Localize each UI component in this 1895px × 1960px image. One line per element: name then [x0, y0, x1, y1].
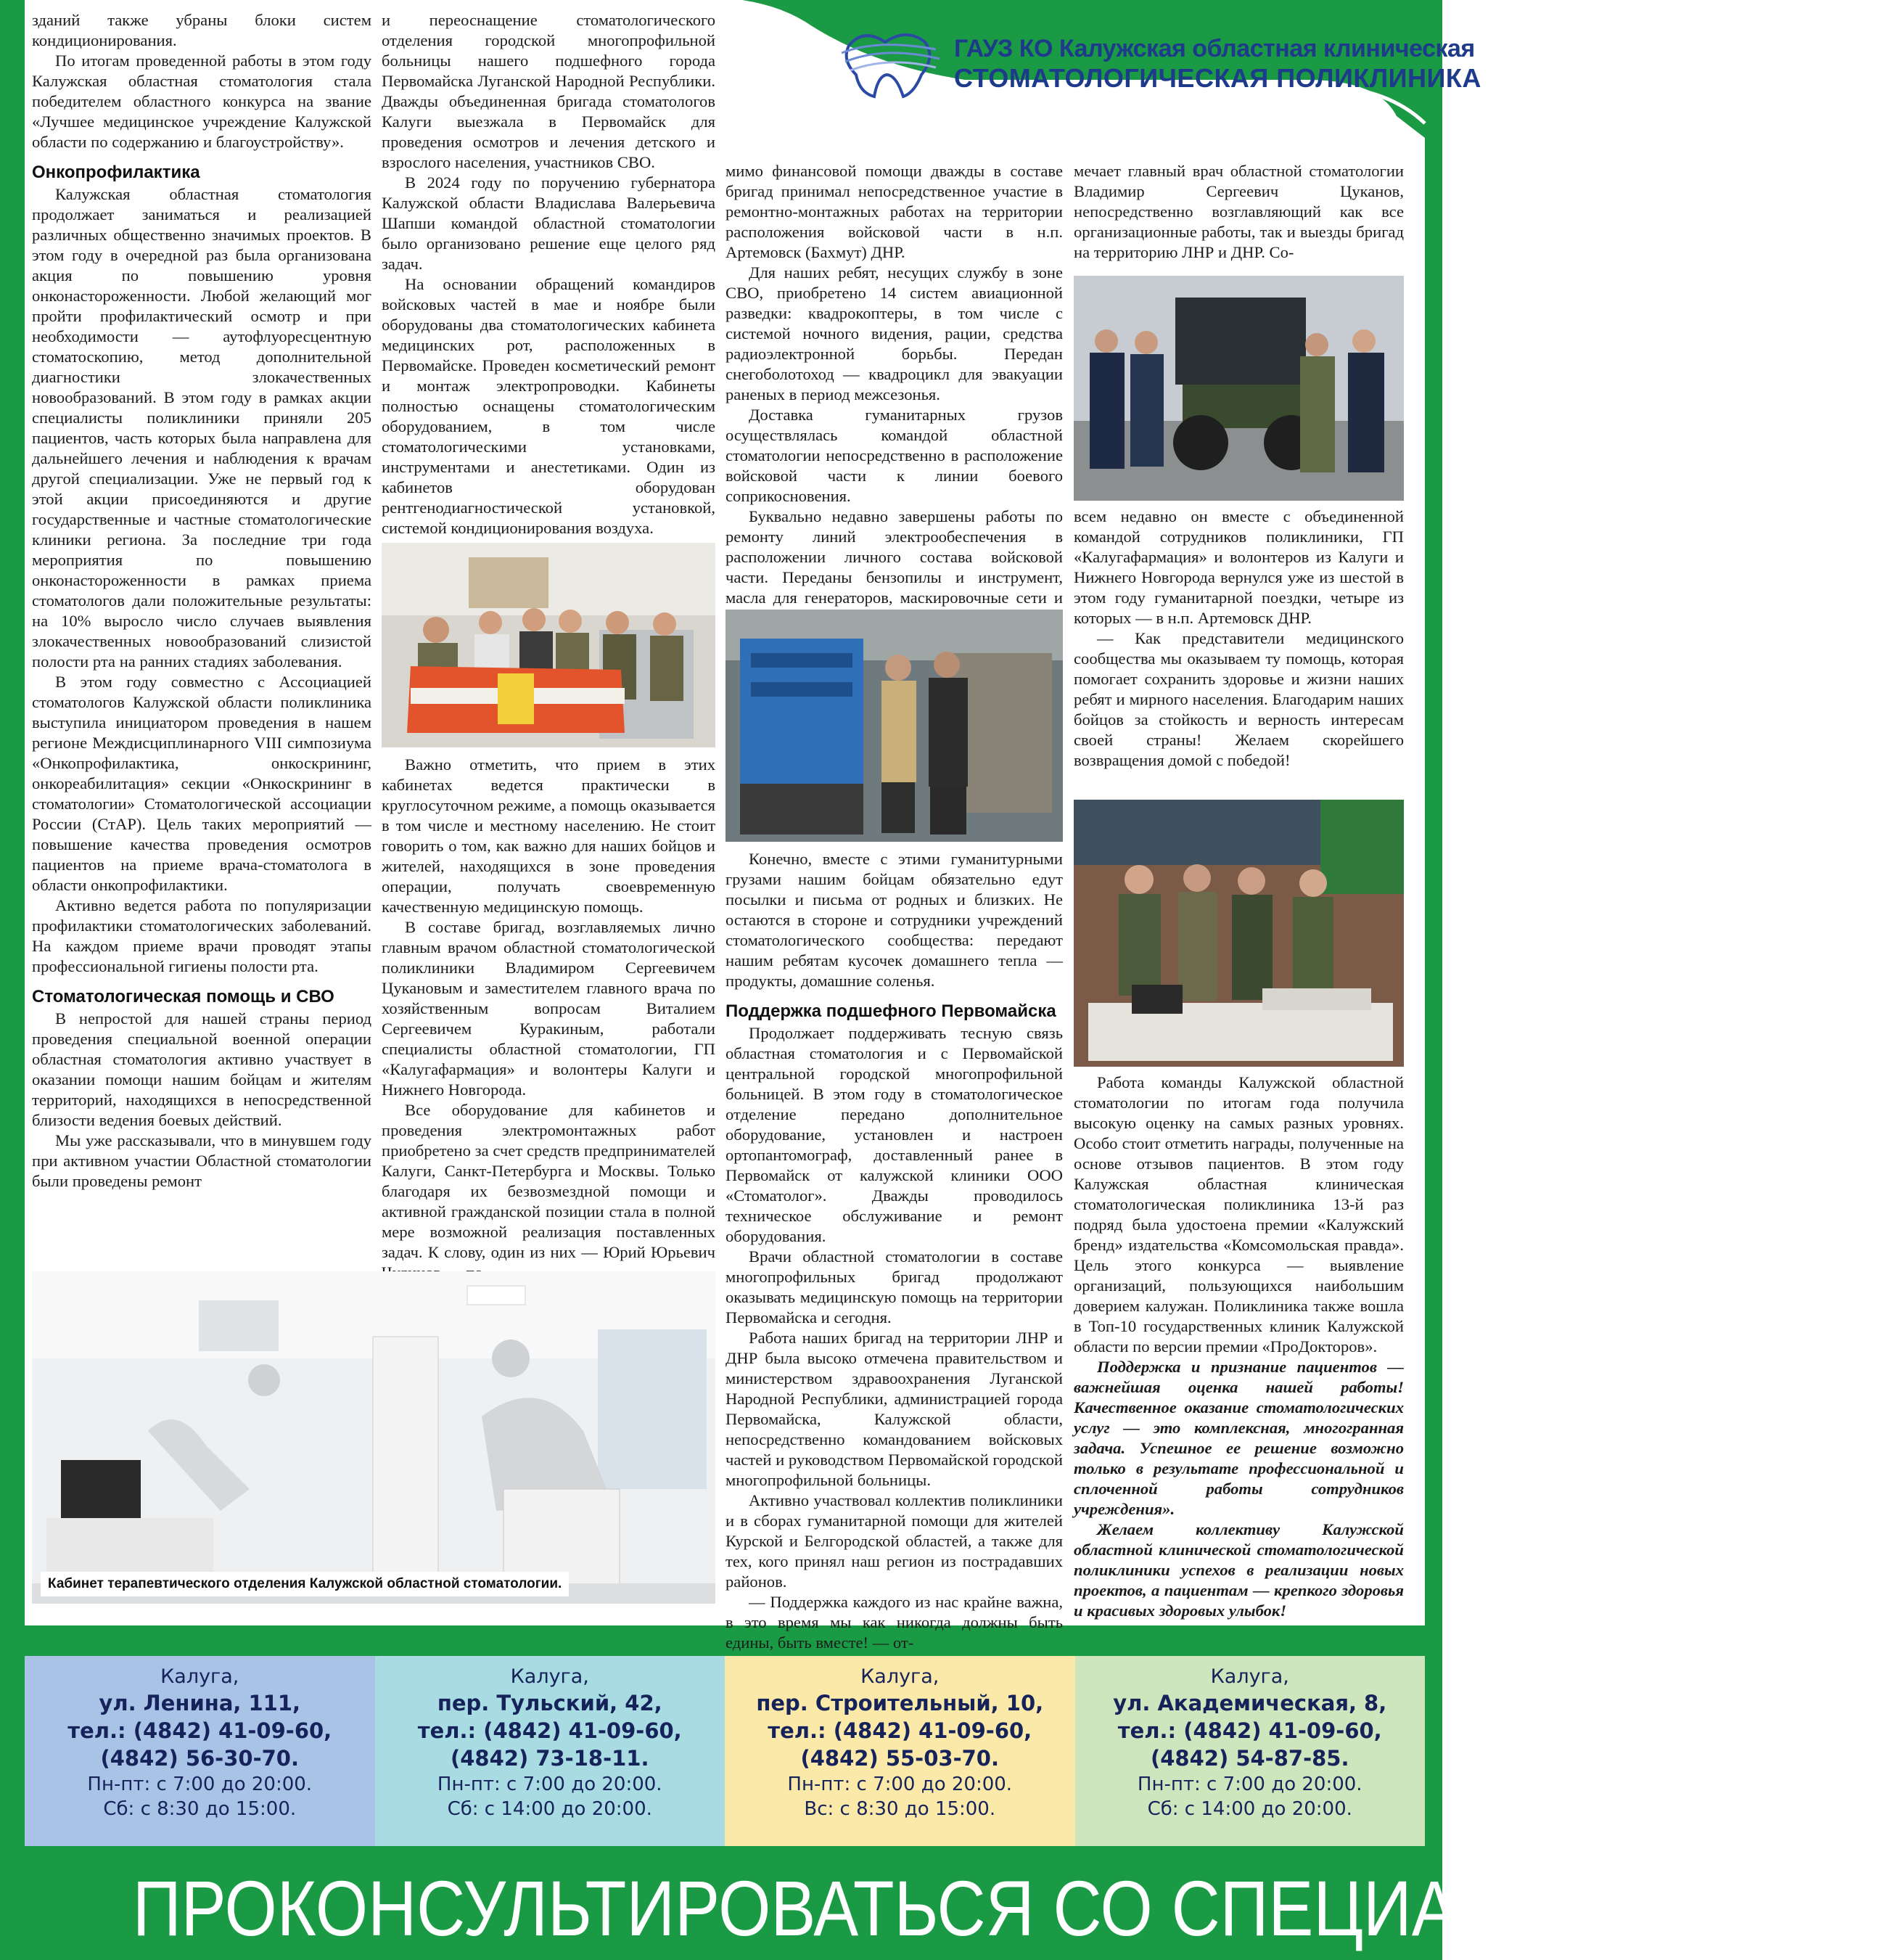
article-column-2-top — [382, 10, 715, 538]
paragraph: В этом году совместно с Ассоциацией стоматологов Калужской области поликлиника выступила инициатором проведения в нашем регионе Междисциплинарного VIII симпозиума «Онкопрофилактика, онкоскрининг, онкореабилитация» секции «Онкоскрининг в стоматологии» Стоматологической ассоциации России (СтАР). Цель таких мероприятий — повышение качества проведения осмотров пациентов на приеме врача-стоматолога в области онкопрофилактики. — [32, 673, 371, 894]
paragraph: Активно ведется работа по популяризации профилактики стоматологических заболеваний. На каждом приеме врачи проводят этапы профессиональной гигиены полости рта. — [32, 896, 371, 975]
branch-phone-2: (4842) 73-18-11. — [451, 1746, 649, 1771]
banner-text: ПРОКОНСУЛЬТИРОВАТЬСЯ СО СПЕЦИАЛИСТОМ. — [132, 1864, 1763, 1952]
branch-phone: тел.: (4842) 41-09-60, — [1117, 1718, 1382, 1743]
paragraph: Для наших ребят, несущих службу в зоне СВО, приобретено 14 систем авиационной разведки: квадрокоптеры, в том числе с системой ночного видения, рации, средства радиоэлектронной борьбы. Передан снегоболотоход — квадроцикл для эвакуации раненых в период межсезонья. — [725, 263, 1063, 403]
paragraph: Работа наших бригад на территории ЛНР и ДНР была высоко отмечена правительством и министерством здравоохранения Луганской Народной Республики, администрацией города Первомайска, Калужской области, непосредственно командованием войсковых частей и руководством Первомайской городской многопрофильной больницы. — [725, 1329, 1063, 1489]
paragraph: Активно участвовал коллектив поликлиники и в сборах гуманитарной помощи для жителей Курской и Белгородской областей, а также для тех, кого принял наш регион из пострадавших районов. — [725, 1491, 1063, 1591]
tooth-logo-icon — [834, 24, 947, 104]
contacts-strip — [25, 1656, 1425, 1846]
article-column-3-bottom — [725, 849, 1063, 1653]
branch-hours: Пн-пт: с 7:00 до 20:00. — [1137, 1774, 1362, 1795]
branch-phone: тел.: (4842) 41-09-60, — [67, 1718, 332, 1743]
paragraph: По итогам проведенной работы в этом году Калужская областная стоматология стала победителем областного конкурса на звание «Лучшее медицинское учреждение Калужской области по содержанию и благоустройству». — [32, 52, 371, 151]
paragraph: Врачи областной стоматологии в составе многопрофильных бригад продолжают оказывать медицинскую помощь на территории Первомайска и сегодня. — [725, 1247, 1063, 1327]
clinic-name-line1: ГАУЗ КО Калужская областная клиническая — [954, 34, 1475, 62]
branch-card — [725, 1656, 1075, 1846]
paragraph: Продолжает поддерживать тесную связь областная стоматология и с Первомайской центральной городской многопрофильной больницей. В этом году в стоматологическое отделение передано дополнительное оборудование, установлен и настроен ортопантомограф, доставленный ранее в Первомайск от калужской клиники ООО «Стоматолог». Дважды проводилось техническое обслуживание и ремонт оборудования. — [725, 1024, 1063, 1245]
paragraph: В составе бригад, возглавляемых лично главным врачом областной стоматологической поликлиники Владимиром Сергеевичем Цукановым и заместителем главного врача по хозяйственным вопросам Виталием Сергеевичем Куракиным, работали специалисты областной стоматологии, ГП «Калугафармация» и волонтеры Калуги и Нижнего Новгорода. — [382, 918, 715, 1099]
paragraph: На основании обращений командиров войсковых частей в мае и ноябре были оборудованы два стоматологических кабинета медицинских рот, расположенных в Первомайске. Проведен косметический ремонт и монтаж электропроводки. Кабинеты полностью оснащены стоматологическим оборудованием, в том числе стоматологическими установками, инструментами и анестетиками. Один из кабинетов оборудован рентгенодиагностической установкой, системой кондиционирования воздуха. — [382, 275, 715, 537]
branch-phone-2: (4842) 54-87-85. — [1151, 1746, 1349, 1771]
branch-phone: тел.: (4842) 41-09-60, — [417, 1718, 682, 1743]
paragraph: Работа команды Калужской областной стоматологии по итогам года получила высокую оценку на самых разных уровнях. Особо стоит отметить награды, полученные на основе отзывов пациентов. В этом году Калужская областная клиническая стоматологическая поликлиника 13-й раз подряд была удостоена премии «Калужский бренд» издательства «Комсомольская правда». Цель этого конкурса — выявление организаций, пользующихся наибольшим доверием калужан. Поликлиника также вошла в Топ-10 государственных клиник Калужской области по версии премии «ПроДокторов». — [1074, 1073, 1404, 1356]
article-column-4-bottom — [1074, 1073, 1404, 1621]
branch-hours: Пн-пт: с 7:00 до 20:00. — [787, 1774, 1013, 1795]
branch-card — [25, 1656, 375, 1846]
article-column-2-bottom — [382, 755, 715, 1283]
branch-city: Калуга, — [160, 1665, 239, 1688]
branch-phone-2: (4842) 56-30-70. — [100, 1746, 299, 1771]
branch-phone-2: (4842) 55-03-70. — [800, 1746, 999, 1771]
section-heading: Поддержка подшефного Первомайска — [725, 1001, 1056, 1021]
consultation-banner — [0, 1856, 1763, 1960]
paragraph: всем недавно он вместе с объединенной командой сотрудников поликлиники, ГП «Калугафармация» и волонтеров из Калуги и Нижнего Новгорода вернулся уже из шестой в этом году гуманитарной поездки, четыре из которых — в н.п. Артемовск ДНР. — [1074, 507, 1404, 627]
branch-address: ул. Академическая, 8, — [1113, 1691, 1387, 1715]
branch-hours: Пн-пт: с 7:00 до 20:00. — [437, 1774, 662, 1795]
paragraph: и переоснащение стоматологического отделения городской многопрофильной больницы нашего подшефного города Первомайска Луганской Народной Республики. Дважды объединенная бригада стоматологов Калуги выезжала в Первомайск для проведения осмотров и лечения детского и взрослого населения, участников СВО. — [382, 11, 715, 171]
branch-address: ул. Ленина, 111, — [99, 1691, 301, 1715]
paragraph: Калужская областная стоматология продолжает заниматься и реализацией различных общественно значимых проектов. В этом году в очередной раз была организована акция по повышению уровня онконастороженности. Любой желающий мог пройти профилактический осмотр и при необходимости — аутофлуоресцентную стоматоскопию, метод дополнительной диагностики злокачественных новообразований. В этом году в рамках акции специалисты поликлиники приняли 205 пациентов, часть которых была направлена для дальнейшего лечения и наблюдения к врачам другой специализации. Уже не первый год к этой акции присоединяются и другие государственные и частные стоматологические клиники региона. За последние три года мероприятия по повышению онконастороженности в рамках приема стоматологов дали положительные результаты: на 10% выросло число случаев выявления злокачественных новообразований слизистой полости рта на ранних стадиях заболевания. — [32, 185, 371, 671]
paragraph: мимо финансовой помощи дважды в составе бригад принимал непосредственное участие в ремонтно-монтажных работах на территории расположения войсковой части в н.п. Артемовск (Бахмут) ДНР. — [725, 162, 1063, 261]
branch-city: Калуга, — [860, 1665, 940, 1688]
branch-hours-2: Вс: с 8:30 до 15:00. — [804, 1798, 996, 1820]
paragraph: Мы уже рассказывали, что в минувшем году при активном участии Областной стоматологии были проведены ремонт — [32, 1131, 371, 1190]
paragraph: мечает главный врач областной стоматологии Владимир Сергеевич Цуканов, непосредственно возглавляющий как все организационные работы, так и выезды бригад на территорию ЛНР и ДНР. Со- — [1074, 162, 1404, 261]
branch-hours-2: Сб: с 14:00 до 20:00. — [1147, 1798, 1352, 1820]
article-column-1 — [32, 10, 371, 1192]
branch-hours-2: Сб: с 8:30 до 15:00. — [103, 1798, 297, 1820]
branch-card — [1075, 1656, 1426, 1846]
paragraph: зданий также убраны блоки систем кондиционирования. — [32, 11, 371, 49]
team-flag-photo — [382, 543, 715, 747]
paragraph: Доставка гуманитарных грузов осуществлялась командой областной стоматологии непосредственно в расположение войсковой части к линии боевого соприкосновения. — [725, 406, 1063, 505]
branch-city: Калуга, — [1210, 1665, 1289, 1688]
branch-city: Калуга, — [510, 1665, 589, 1688]
paragraph-italic: Поддержка и признание пациентов — важнейшая оценка нашей работы! Качественное оказание стоматологических услуг — это комплексная, многогранная задача. Успешное ее решение возможно только в результате профессиональной и сплоченной работы сотрудников учреждения». — [1074, 1358, 1404, 1518]
paragraph: Буквально недавно завершены работы по ремонту линий электрообеспечения в расположении личного состава войсковой части. Переданы бензопилы и инструмент, масла для генераторов, маскировочные сети и — [725, 507, 1063, 607]
photo-caption: Кабинет терапевтического отделения Калужской областной стоматологии. — [41, 1572, 569, 1596]
supplies-photo — [1074, 800, 1404, 1067]
branch-card — [375, 1656, 725, 1846]
article-column-4-top — [1074, 161, 1404, 263]
quadbike-photo — [1074, 276, 1404, 501]
paragraph: Конечно, вместе с этими гуманитурными грузами нашим бойцам обязательно едут посылки и письма от родных и близких. Не остаются в стороне и сотрудники учреждений стоматологического сообщества: передают нашим ребятам кусочек домашнего тепла — продукты, домашние соленья. — [725, 850, 1063, 990]
article-column-3-top — [725, 161, 1063, 628]
paragraph: В непростой для нашей страны период проведения специальной военной операции областная стоматология активно участвует в оказании помощи нашим бойцам и жителям территорий, находящихся в непосредственной близости ведения боевых действий. — [32, 1009, 371, 1129]
branch-hours-2: Сб: с 14:00 до 20:00. — [447, 1798, 652, 1820]
paragraph: Все оборудование для кабинетов и проведения электромонтажных работ приобретено за счет средств предпринимателей Калуги, Санкт-Петербурга и Москвы. Только благодаря их безвозмездной помощи и активной гражданской позиции стала в полной мере возможной реализация поставленных задач. К слову, один из них — Юрий Юрьевич — [382, 1101, 715, 1261]
branch-hours: Пн-пт: с 7:00 до 20:00. — [87, 1774, 313, 1795]
branch-address: пер. Строительный, 10, — [756, 1691, 1044, 1715]
section-heading: Стоматологическая помощь и СВО — [32, 987, 334, 1006]
clinic-name-line2: СТОМАТОЛОГИЧЕСКАЯ ПОЛИКЛИНИКА — [954, 62, 1481, 93]
clinic-header — [834, 20, 1481, 107]
section-heading: Онкопрофилактика — [32, 163, 200, 182]
paragraph: В 2024 году по поручению губернатора Калужской области Владислава Валерьевича Шапши командой областной стоматологии было организовано решение еще целого ряд задач. — [382, 173, 715, 273]
paragraph-italic: Желаем коллективу Калужской областной клинической стоматологической поликлиники успехов в реализации новых проектов, а пациентам — крепкого здоровья и красивых здоровых улыбок! — [1074, 1520, 1404, 1620]
article-column-4-middle — [1074, 507, 1404, 771]
paragraph: — Как представители медицинского сообщества мы оказываем ту помощь, которая помогает сохранить здоровье и жизни наших ребят и мирного населения. Благодарим наших бойцов за стойкость и верность интересам своей страны! Желаем скорейшего возвращения домой с победой! — [1074, 629, 1404, 769]
generator-photo — [725, 610, 1063, 842]
branch-address: пер. Тульский, 42, — [437, 1691, 662, 1715]
paragraph: Важно отметить, что прием в этих кабинетах ведется практически в круглосуточном режиме, а помощь оказывается в том числе и местному населению. Не стоит говорить о том, как важно для наших бойцов и жителей, находящихся в зоне проведения операции, получать своевременную качественную медицинскую помощь. — [382, 755, 715, 916]
dental-cabinet-photo — [32, 1271, 715, 1604]
branch-phone: тел.: (4842) 41-09-60, — [768, 1718, 1032, 1743]
paragraph: — Поддержка каждого из нас крайне важна, в это время мы как никогда должны быть едины, быть вместе! — от- — [725, 1593, 1063, 1652]
